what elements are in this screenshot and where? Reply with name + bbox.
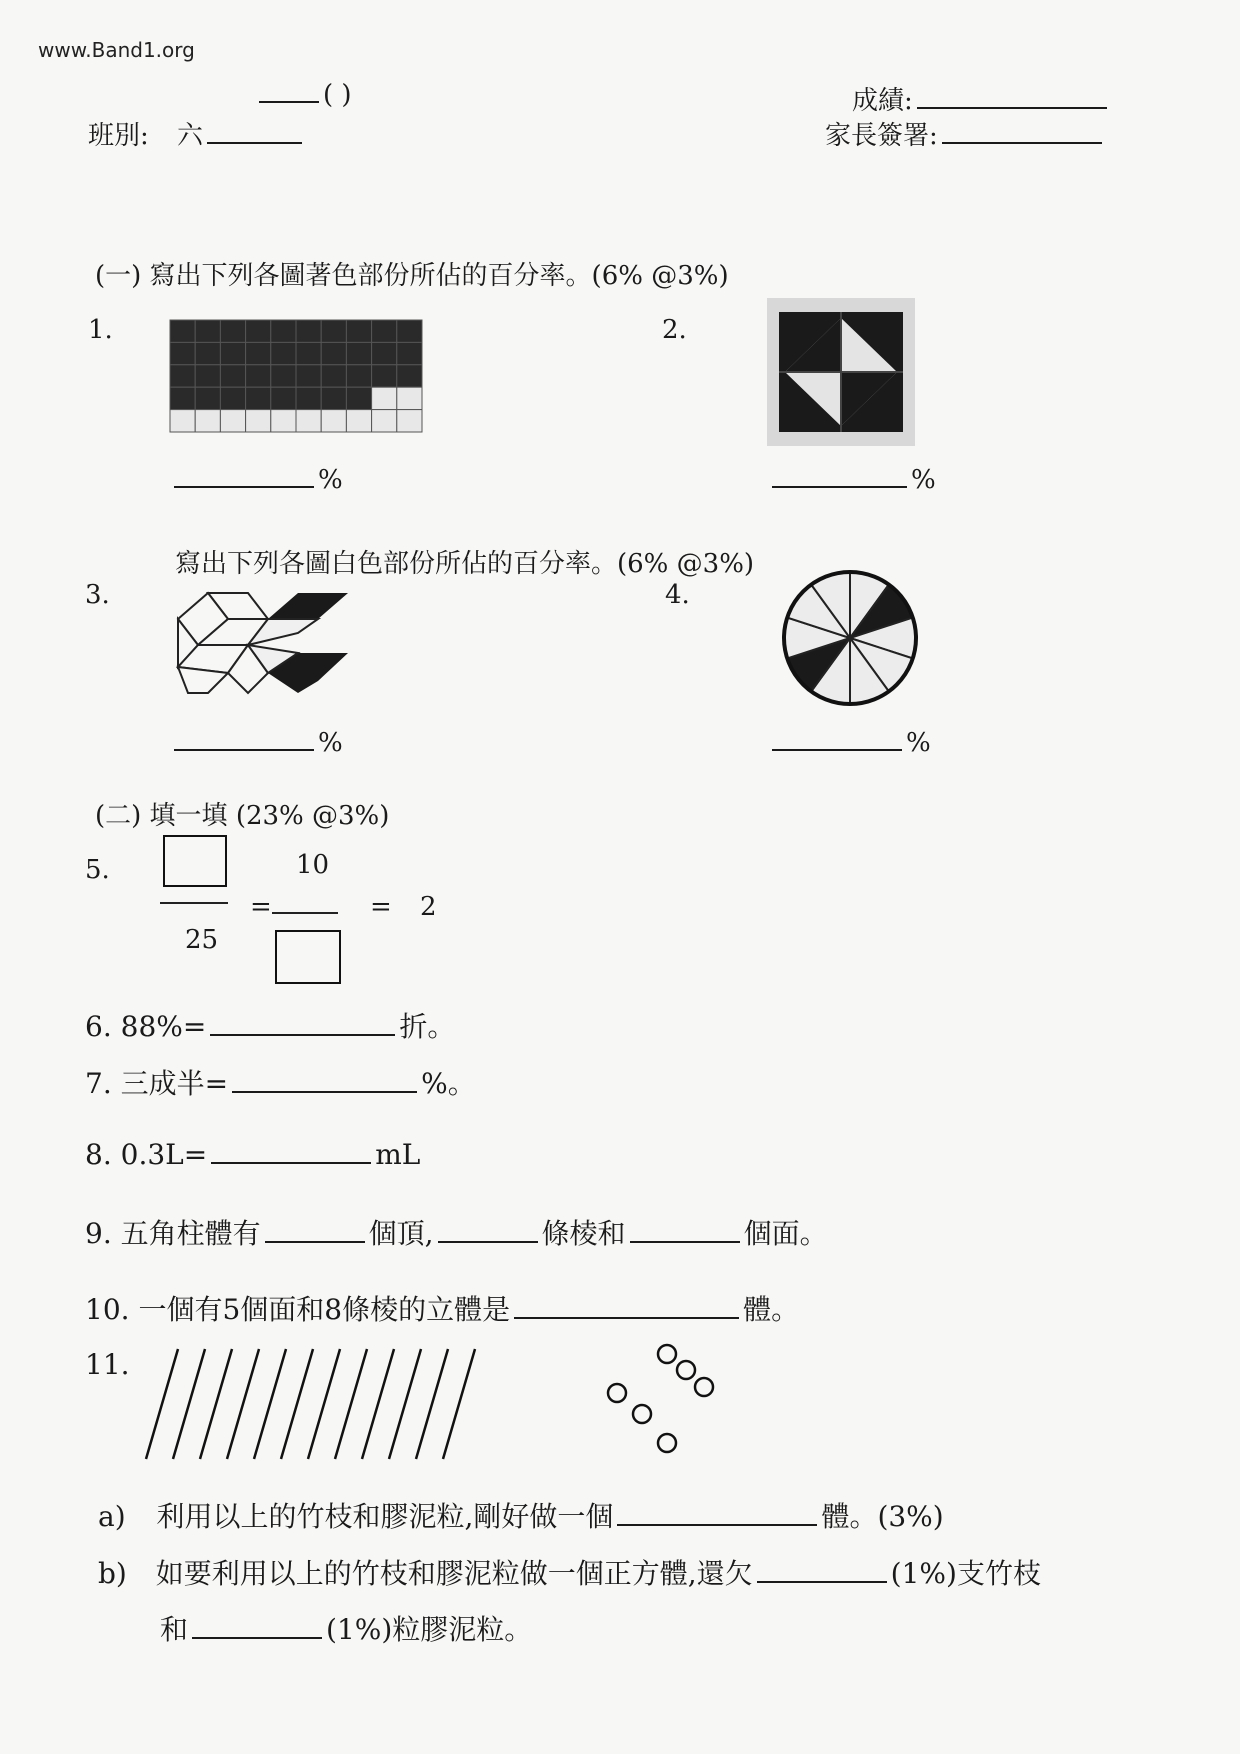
- q11-stick: [281, 1349, 313, 1459]
- q3-answer: [170, 728, 343, 758]
- q1-shaded-cell: [296, 365, 321, 387]
- q7-line: [85, 1062, 476, 1102]
- q11-stick: [254, 1349, 286, 1459]
- q1-shaded-cell: [246, 320, 271, 342]
- q6-suffix: 折。: [399, 1010, 456, 1043]
- q2-number: 2.: [662, 315, 687, 345]
- q1-shaded-cell: [246, 387, 271, 409]
- q1-shaded-cell: [195, 342, 220, 364]
- q10-prefix: 一個有5個面和8條棱的立體是: [138, 1293, 511, 1326]
- q5-equals-1: =: [250, 892, 272, 922]
- q11-stick: [443, 1349, 475, 1459]
- q1-shaded-cell: [321, 387, 346, 409]
- q11-stick: [308, 1349, 340, 1459]
- q7-number: 7.: [85, 1067, 112, 1100]
- q1-shaded-cell: [271, 342, 296, 364]
- q5-equals-2: =: [370, 892, 392, 922]
- q6-number: 6.: [85, 1010, 112, 1043]
- q11a-line: [98, 1495, 944, 1535]
- q5-fraction-bar-left: [160, 902, 228, 904]
- q1-white-cell: [271, 410, 296, 432]
- q1-shaded-cell: [397, 320, 422, 342]
- q11a-label: a): [98, 1500, 126, 1533]
- q6-line: [85, 1005, 455, 1045]
- q8-suffix: mL: [375, 1138, 421, 1171]
- q1-white-cell: [397, 387, 422, 409]
- class-field: [88, 115, 306, 152]
- q11b-line2: [160, 1608, 532, 1648]
- class-value: 六: [177, 121, 204, 151]
- watermark: www.Band1.org: [38, 38, 195, 62]
- q3-number: 3.: [85, 580, 110, 610]
- q1-white-cell: [397, 410, 422, 432]
- q9-number: 9.: [85, 1217, 112, 1250]
- q11-stick: [389, 1349, 421, 1459]
- q1-shaded-cell: [296, 342, 321, 364]
- q1-shaded-cell: [271, 320, 296, 342]
- q1-white-cell: [170, 410, 195, 432]
- parent-signature-label: 家長簽署:: [825, 121, 938, 151]
- q5-numerator-right: 10: [296, 850, 330, 880]
- q7-prefix: 三成半=: [120, 1067, 229, 1100]
- q4-circle-figure: [778, 566, 922, 710]
- student-name-field: [255, 80, 352, 110]
- section2-title: (二) 填一填 (23% @3%): [95, 801, 390, 831]
- q9-prefix: 五角柱體有: [120, 1217, 261, 1250]
- q11-stick: [362, 1349, 394, 1459]
- q11-sticks-figure: [140, 1345, 500, 1465]
- q1-shaded-cell: [246, 365, 271, 387]
- q1-shaded-cell: [346, 342, 371, 364]
- q1-shaded-cell: [246, 342, 271, 364]
- q1-grid-figure: [168, 318, 424, 434]
- q1-shaded-cell: [170, 365, 195, 387]
- q1-number: 1.: [88, 315, 113, 345]
- q11b-line2-prefix: 和: [160, 1613, 189, 1646]
- q1-white-cell: [246, 410, 271, 432]
- q11b-line: [98, 1552, 1041, 1592]
- q11-stick: [146, 1349, 178, 1459]
- q2-unit: %: [911, 465, 936, 495]
- q3-rhombus-figure: [168, 585, 358, 697]
- q1-shaded-cell: [195, 320, 220, 342]
- q5-result: 2: [420, 892, 437, 922]
- q1-shaded-cell: [372, 320, 397, 342]
- q1-shaded-cell: [372, 365, 397, 387]
- q11b-line2-suffix: (1%)粒膠泥粒。: [326, 1613, 533, 1646]
- section1-subtitle: 寫出下列各圖白色部份所佔的百分率。(6% @3%): [175, 549, 755, 579]
- q11b-label: b): [98, 1557, 127, 1590]
- parent-signature-field: [825, 115, 1106, 152]
- q1-shaded-cell: [321, 342, 346, 364]
- q1-white-cell: [220, 410, 245, 432]
- q1-shaded-cell: [271, 365, 296, 387]
- q1-shaded-cell: [220, 387, 245, 409]
- q1-shaded-cell: [321, 365, 346, 387]
- q5-denominator-box: [275, 930, 341, 984]
- q5-number: 5.: [85, 855, 110, 885]
- q1-white-cell: [372, 387, 397, 409]
- q2-answer: [768, 465, 936, 495]
- q10-line: [85, 1288, 799, 1328]
- q1-shaded-cell: [296, 320, 321, 342]
- q6-prefix: 88%=: [120, 1010, 207, 1043]
- q4-unit: %: [906, 728, 931, 758]
- q4-answer: [768, 728, 931, 758]
- q11-stick: [173, 1349, 205, 1459]
- q11-stick: [227, 1349, 259, 1459]
- class-number-paren: ( ): [323, 80, 352, 110]
- q1-shaded-cell: [346, 387, 371, 409]
- q5-fraction-bar-right: [272, 912, 338, 914]
- q8-line: [85, 1138, 420, 1171]
- q11-stick: [416, 1349, 448, 1459]
- q1-white-cell: [195, 410, 220, 432]
- q1-shaded-cell: [346, 320, 371, 342]
- q1-shaded-cell: [220, 365, 245, 387]
- q11b-mid: (1%)支竹枝: [890, 1557, 1041, 1590]
- score-label: 成績:: [852, 86, 913, 116]
- score-field: [852, 80, 1111, 117]
- q11-clay-balls-figure: [600, 1340, 720, 1460]
- q11-number: 11.: [85, 1348, 130, 1381]
- q3-unit: %: [318, 728, 343, 758]
- q1-white-cell: [372, 410, 397, 432]
- q1-white-cell: [296, 410, 321, 432]
- q1-shaded-cell: [397, 342, 422, 364]
- q9-mid2: 條棱和: [541, 1217, 626, 1250]
- q1-shaded-cell: [271, 387, 296, 409]
- q1-shaded-cell: [220, 320, 245, 342]
- q1-shaded-cell: [170, 387, 195, 409]
- q11a-prefix: 利用以上的竹枝和膠泥粒,剛好做一個: [156, 1500, 614, 1533]
- q1-white-cell: [346, 410, 371, 432]
- q1-shaded-cell: [195, 387, 220, 409]
- q1-answer: [170, 465, 343, 495]
- q1-shaded-cell: [170, 342, 195, 364]
- q11-stick: [200, 1349, 232, 1459]
- q7-suffix: %。: [421, 1067, 476, 1100]
- q1-shaded-cell: [296, 387, 321, 409]
- q2-square-figure: [767, 298, 915, 446]
- q9-mid1: 個頂,: [368, 1217, 434, 1250]
- q1-shaded-cell: [170, 320, 195, 342]
- q1-shaded-cell: [195, 365, 220, 387]
- q10-number: 10.: [85, 1293, 130, 1326]
- q1-shaded-cell: [372, 342, 397, 364]
- q8-number: 8.: [85, 1138, 112, 1171]
- q1-shaded-cell: [397, 365, 422, 387]
- q8-prefix: 0.3L=: [120, 1138, 208, 1171]
- q1-shaded-cell: [220, 342, 245, 364]
- q1-shaded-cell: [346, 365, 371, 387]
- q9-suffix: 個面。: [743, 1217, 828, 1250]
- section1-title: (一) 寫出下列各圖著色部份所佔的百分率。(6% @3%): [95, 261, 729, 291]
- q4-number: 4.: [665, 580, 690, 610]
- q5-denominator-left: 25: [185, 925, 219, 955]
- q1-shaded-cell: [321, 320, 346, 342]
- class-label: 班別:: [88, 121, 149, 151]
- q10-suffix: 體。: [743, 1293, 800, 1326]
- q1-unit: %: [318, 465, 343, 495]
- q11-stick: [335, 1349, 367, 1459]
- q11a-suffix: 體。(3%): [821, 1500, 944, 1533]
- q9-line: [85, 1212, 828, 1252]
- q5-numerator-box: [163, 835, 227, 887]
- q11b-prefix: 如要利用以上的竹枝和膠泥粒做一個正方體,還欠: [155, 1557, 753, 1590]
- q1-white-cell: [321, 410, 346, 432]
